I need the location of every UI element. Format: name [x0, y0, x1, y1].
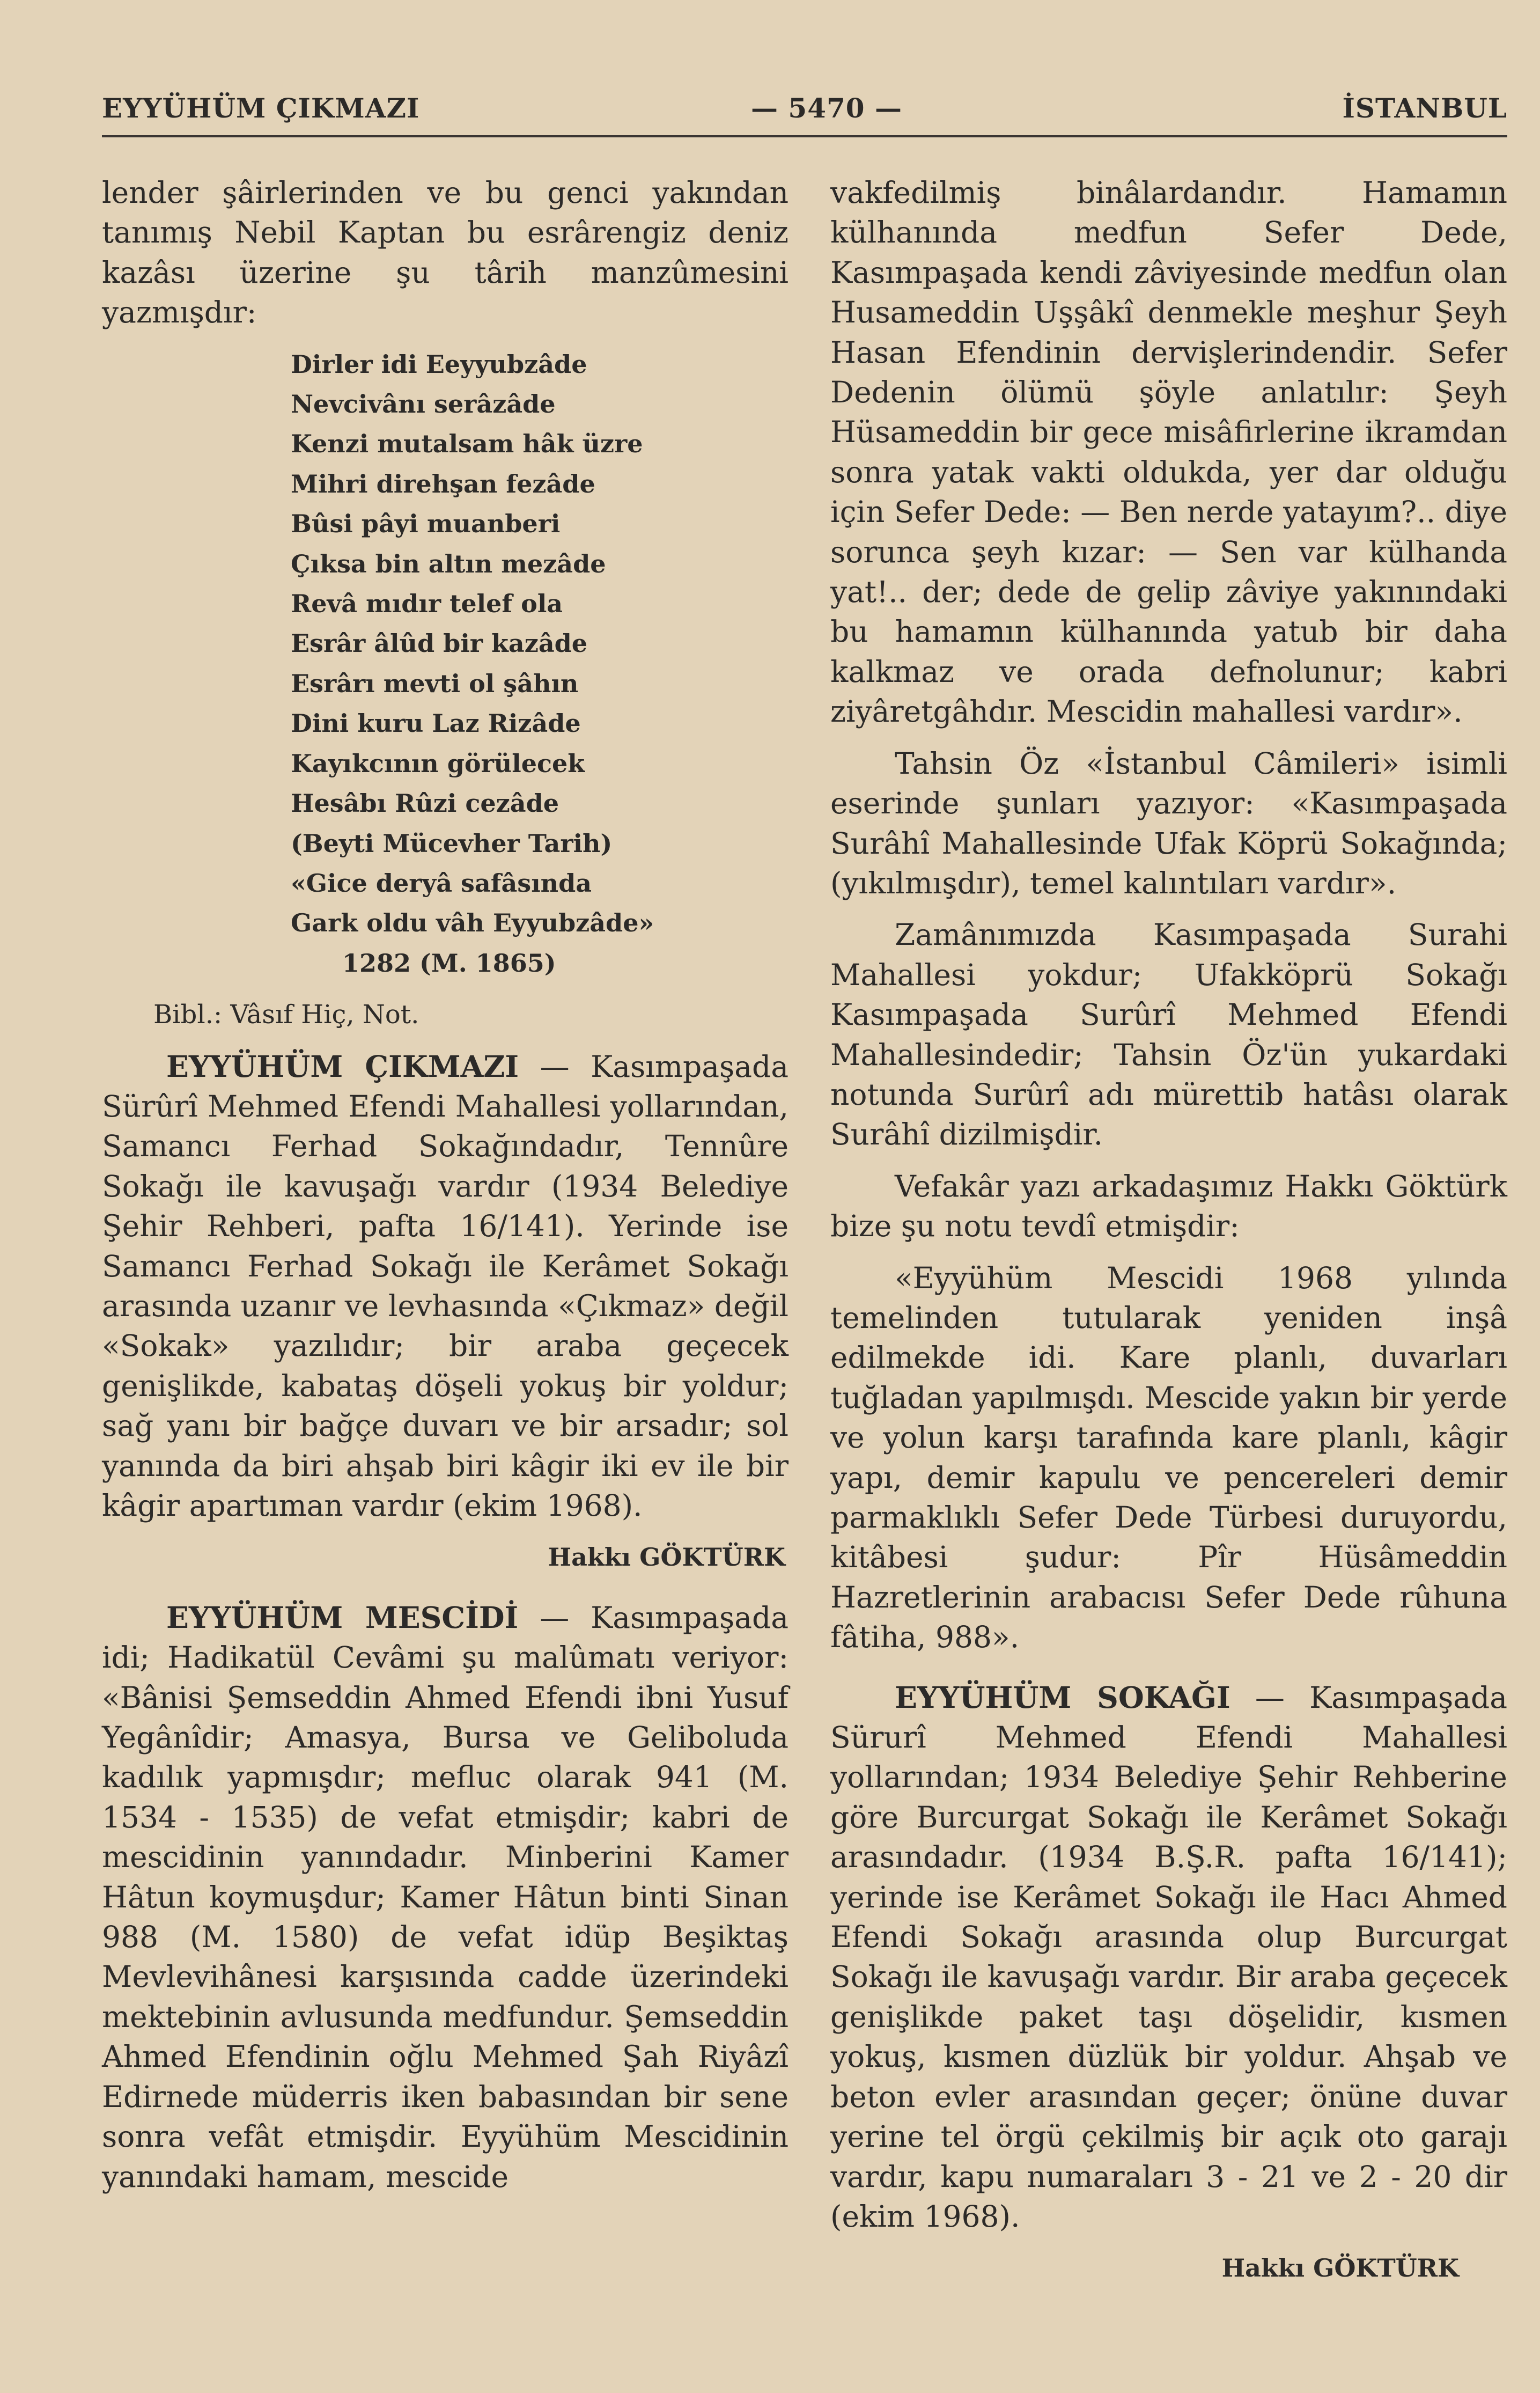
article-body: — Kasımpaşada Sürûrî Mehmed Efendi Mahallesi yollarından, Samancı Ferhad Sokağındadır, Tennûre Sokağı ile kavuşağı vardır (1934 Belediye Şehir Rehberi, pafta 16/141). Yerinde ise Samancı Ferhad Sokağı ile Kerâmet Sokağı arasında uzanır ve levhasında «Çıkmaz» değil «Sokak» yazılıdır; bir araba geçecek genişlikde, kabataş döşeli yokuş bir yoldur; sağ yanı bir bağçe duvarı ve bir arsadır; sol yanında da biri ahşab biri kâgir iki ev ile bir kâgir apartıman vardır (ekim 1968).: [102, 1049, 789, 1523]
page-header: [102, 92, 1507, 141]
poem-line: Kenzi mutalsam hâk üzre: [291, 429, 643, 459]
poem: [291, 344, 789, 983]
paragraph: vakfedilmiş binâlardandır. Hamamın külhanında medfun Sefer Dede, Kasımpaşada kendi zâviyesinde medfun olan Husameddin Uşşâkî denmekle meşhur Şeyh Hasan Efendinin dervişlerindendir. Sefer Dedenin ölümü şöyle anlatılır: Şeyh Hüsameddin bir gece misâfirlerine ikramdan sonra yatak vakti oldukda, yer dar olduğu için Sefer Dede: — Ben nerde yatayım?.. diye sorunca şeyh kızar: — Sen var külhanda yat!.. der; dede de gelip zâviye yakınındaki bu hamamın külhanında yatub bir daha kalkmaz ve orada defnolunur; kabri ziyâretgâhdır. Mescidin mahallesi vardır».: [830, 175, 1507, 729]
page-number: — 5470 —: [751, 92, 902, 124]
poem-line: Revâ mıdır telef ola: [291, 589, 563, 619]
poem-line: Mihri direhşan fezâde: [291, 469, 595, 498]
author-signature: Hakkı GÖKTÜRK: [548, 1543, 785, 1572]
paragraph: Tahsin Öz «İstanbul Câmileri» isimli eserinde şunları yazıyor: «Kasımpaşada Surâhî Mahallesinde Ufak Köprü Sokağında; (yıkılmışdır), temel kalıntıları vardır».: [830, 746, 1507, 900]
article-body: — Kasımpaşada idi; Hadikatül Cevâmi şu malûmatı veriyor: «Bânisi Şemseddin Ahmed Efendi ibni Yusuf Yegânîdir; Amasya, Bursa ve Geliboluda kadılık yapmışdır; mefluc olarak 941 (M. 1534 - 1535) de vefat etmişdir; kabri de mescidinin yanındadır. Minberini Kamer Hâtun koymuşdur; Kamer Hâtun binti Sinan 988 (M. 1580) de vefat idüp Beşiktaş Mevlevihânesi karşısında cadde üzerindeki mektebinin avlusunda medfundur. Şemseddin Ahmed Efendinin oğlu Mehmed Şah Riyâzî Edirnede müderris iken babasından bir sene sonra vefât etmişdir. Eyyühüm Mescidinin yanındaki hamam, mescide: [102, 1600, 789, 2194]
article-title: EYYÜHÜM SOKAĞI: [895, 1679, 1230, 1715]
quoted-note: «Eyyühüm Mescidi 1968 yılında temelinden tutularak yeniden inşâ edilmekde idi. Kare planlı, duvarları tuğladan yapılmışdı. Mescide yakın bir yerde ve yolun karşı tarafında kare planlı, kâgir yapı, demir kapulu ve pencereleri demir parmaklıklı Sefer Dede Türbesi duruyordu, kitâbesi şudur: Pîr Hüsâmeddin Hazretlerinin arabacısı Sefer Dede rûhuna fâtiha, 988».: [830, 1260, 1507, 1655]
poem-line: Esrârı mevti ol şâhın: [291, 669, 579, 698]
article-body: — Kasımpaşada Sürurî Mehmed Efendi Mahallesi yollarından; 1934 Belediye Şehir Rehberine göre Burcurgat Sokağı ile Kerâmet Sokağı arasındadır. (1934 B.Ş.R. pafta 16/141); yerinde ise Kerâmet Sokağı ile Hacı Ahmed Efendi Sokağı arasında olup Burcurgat Sokağı ile kavuşağı vardır. Bir araba geçecek genişlikde paket taşı döşelidir, kısmen yokuş, kısmen düzlük bir yoldur. Ahşab ve beton evler arasından geçer; önüne duvar yerine tel örgü çekilmiş bir açık oto garajı vardır, kapu numaraları 3 - 21 ve 2 - 20 dir (ekim 1968).: [830, 1680, 1508, 2234]
bibliography: Bibl.: Vâsıf Hiç, Not.: [153, 1000, 419, 1030]
article-title: EYYÜHÜM ÇIKMAZI: [166, 1048, 519, 1084]
poem-line: Nevcivânı serâzâde: [291, 390, 556, 419]
right-column: [830, 173, 1507, 2288]
poem-line: Kayıkcının görülecek: [291, 748, 585, 778]
poem-year: 1282 (M. 1865): [342, 948, 556, 978]
poem-line: Esrâr âlûd bir kazâde: [291, 629, 588, 658]
poem-line: (Beyti Mücevher Tarih): [291, 828, 613, 858]
running-head-right: İSTANBUL: [1342, 92, 1507, 124]
paragraph: Vefakâr yazı arkadaşımız Hakkı Göktürk bize şu notu tevdî etmişdir:: [830, 1169, 1507, 1244]
article-eyyuhum-mescidi: [102, 1598, 789, 2197]
poem-line: Hesâbı Rûzi cezâde: [291, 789, 559, 818]
left-column: [102, 173, 789, 2197]
running-head-left: EYYÜHÜM ÇIKMAZI: [102, 92, 420, 124]
poem-line: Gark oldu vâh Eyyubzâde»: [291, 908, 654, 938]
header-rule: [102, 135, 1507, 137]
poem-line: Dirler idi Eeyyubzâde: [291, 349, 587, 379]
poem-line: Çıksa bin altın mezâde: [291, 549, 606, 578]
intro-paragraph: lender şâirlerinden ve bu genci yakından tanımış Nebil Kaptan bu esrârengiz deniz kazâsı üzerine şu târih manzûmesini yazmışdır:: [102, 175, 789, 330]
poem-line: «Gice deryâ safâsında: [291, 868, 592, 898]
article-eyyuhum-cikmazi: [102, 1047, 789, 1526]
article-title: EYYÜHÜM MESCİDİ: [166, 1599, 519, 1635]
article-eyyuhum-sokagi: [830, 1678, 1507, 2237]
poem-line: Dini kuru Laz Rizâde: [291, 709, 581, 738]
poem-line: Bûsi pâyi muanberi: [291, 509, 561, 539]
paragraph: Zamânımızda Kasımpaşada Surahi Mahallesi yokdur; Ufakköprü Sokağı Kasımpaşada Surûrî Mehmed Efendi Mahallesindedir; Tahsin Öz'ün yukardaki notunda Surûrî adı mürettib hatâsı olarak Surâhî dizilmişdir.: [830, 917, 1507, 1152]
author-signature: Hakkı GÖKTÜRK: [1221, 2253, 1459, 2283]
